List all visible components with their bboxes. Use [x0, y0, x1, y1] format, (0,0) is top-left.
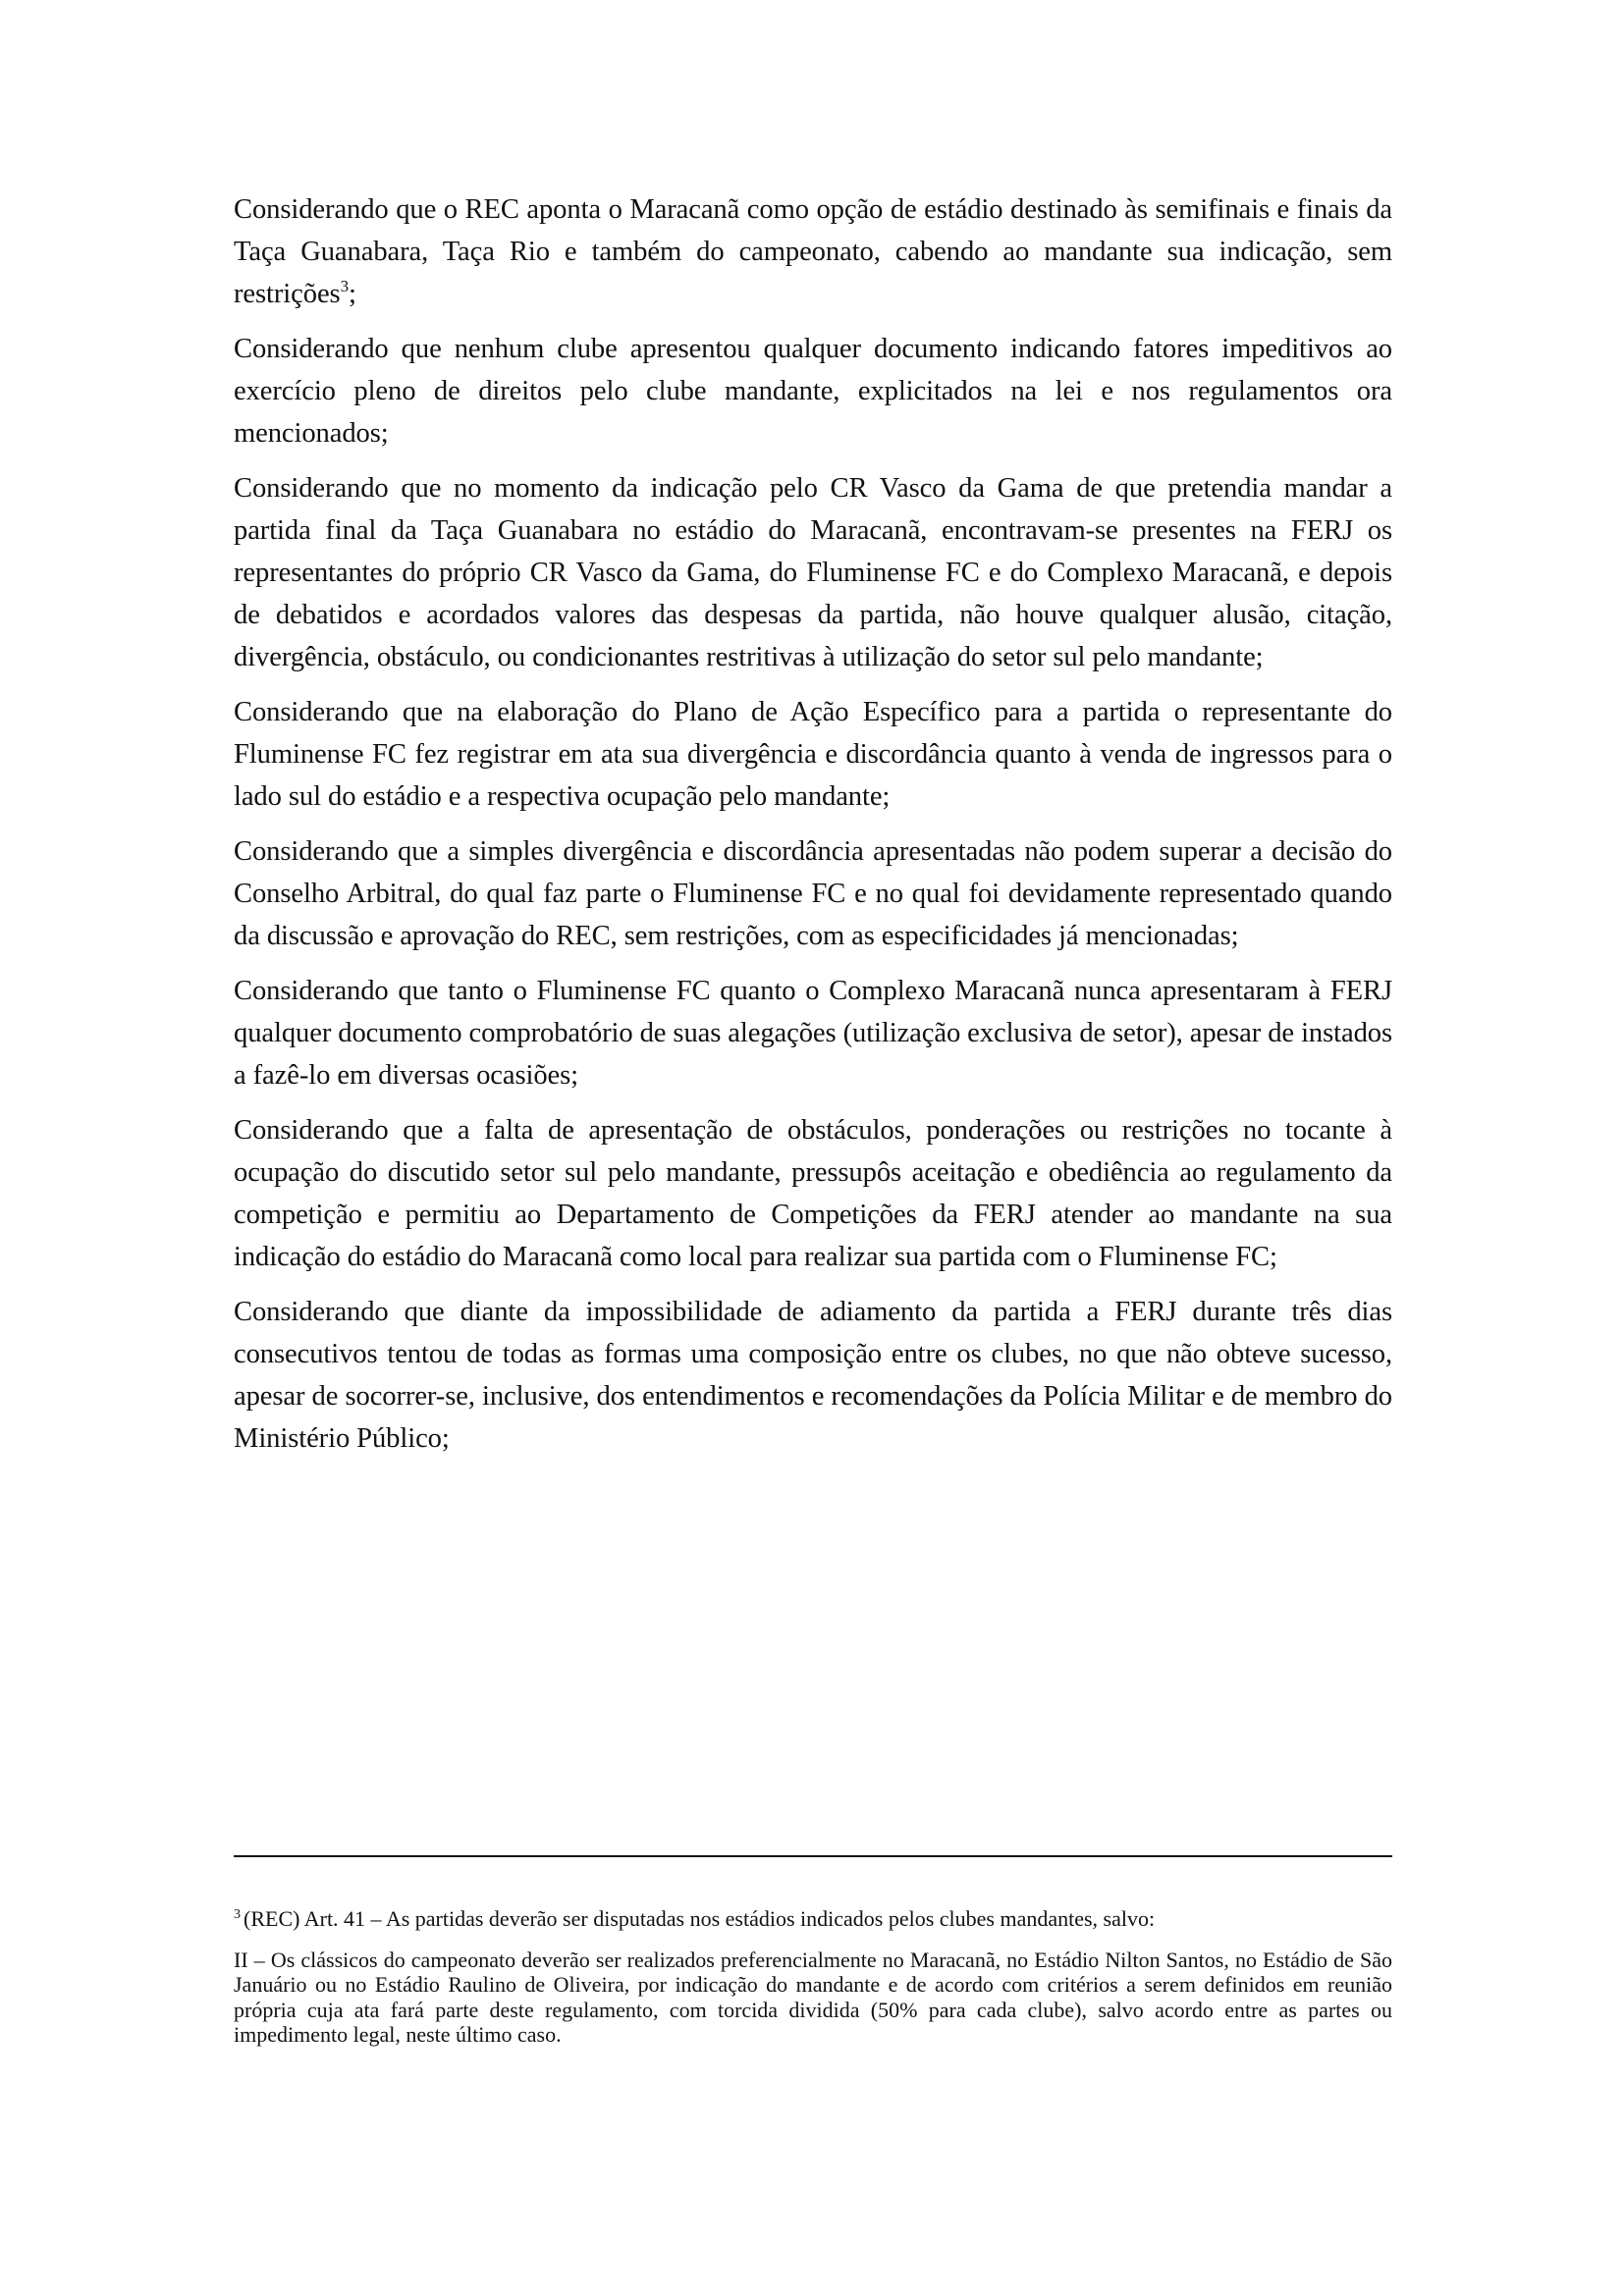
paragraph-lack-of-obstacles: Considerando que a falta de apresentação de obstáculos, ponderações ou restrições no tocante à ocupação do discutido setor sul pelo mandante, pressupôs aceitação e obediência ao regulamento da competição e permitiu ao Departamento de Competições da FERJ atender ao mandante na sua indicação do estádio do Maracanã como local para realizar sua partida com o Fluminense FC; — [234, 1115, 1392, 1272]
footnote-number: 3 — [234, 1907, 241, 1922]
paragraph-no-proof: Considerando que tanto o Fluminense FC quanto o Complexo Maracanã nunca apresentaram à FERJ qualquer documento comprobatório de suas alegações (utilização exclusiva de setor), apesar de instados a fazê-lo em diversas ocasiões; — [234, 976, 1392, 1091]
footnote-3 — [234, 1906, 1392, 1932]
paragraph-arbitral-council: Considerando que a simples divergência e discordância apresentadas não podem superar a decisão do Conselho Arbitral, do qual faz parte o Fluminense FC e no qual foi devidamente representado quando da discussão e aprovação do REC, sem restrições, com as especificidades já mencionadas; — [234, 836, 1392, 951]
footnote-text: (REC) Art. 41 – As partidas deverão ser disputadas nos estádios indicados pelos clubes mandantes, salvo: — [244, 1906, 1156, 1931]
paragraph-text: Considerando que o REC aponta o Maracanã como opção de estádio destinado às semifinais e finais da Taça Guanabara, Taça Rio e também do campeonato, cabendo ao mandante sua indicação, sem restrições — [234, 194, 1392, 309]
paragraph-no-documents: Considerando que nenhum clube apresentou qualquer documento indicando fatores impeditivos ao exercício pleno de direitos pelo clube mandante, explicitados na lei e nos regulamentos ora mencionados; — [234, 334, 1392, 449]
paragraph-action-plan: Considerando que na elaboração do Plano de Ação Específico para a partida o representante do Fluminense FC fez registrar em ata sua divergência e discordância quanto à venda de ingressos para o lado sul do estádio e a respectiva ocupação pelo mandante; — [234, 697, 1392, 812]
document-body — [234, 188, 1392, 1472]
paragraph-postponement: Considerando que diante da impossibilidade de adiamento da partida a FERJ durante três dias consecutivos tentou de todas as formas uma composição entre os clubes, no que não obteve sucesso, apesar de socorrer-se, inclusive, dos entendimentos e recomendações da Polícia Militar e de membro do Ministério Público; — [234, 1297, 1392, 1454]
footnote-3-item-ii: II – Os clássicos do campeonato deverão ser realizados preferencialmente no Maracanã, no Estádio Nilton Santos, no Estádio de São Januário ou no Estádio Raulino de Oliveira, por indicação do mandante e de acordo com critérios a serem definidos em reunião própria cuja ata fará parte deste regulamento, com torcida dividida (50% para cada clube), salvo acordo entre as partes ou impedimento legal, neste último caso. — [234, 1947, 1392, 2047]
footnote-separator — [234, 1855, 1392, 1857]
footnote-reference[interactable]: 3 — [340, 277, 349, 295]
paragraph-vasco-indication: Considerando que no momento da indicação pelo CR Vasco da Gama de que pretendia mandar a partida final da Taça Guanabara no estádio do Maracanã, encontravam-se presentes na FERJ os representantes do próprio CR Vasco da Gama, do Fluminense FC e do Complexo Maracanã, e depois de debatidos e acordados valores das despesas da partida, não houve qualquer alusão, citação, divergência, obstáculo, ou condicionantes restritivas à utilização do setor sul pelo mandante; — [234, 473, 1392, 672]
paragraph-tail: ; — [348, 279, 356, 309]
footnotes — [234, 1906, 1392, 2063]
paragraph-rec-maracana — [234, 188, 1392, 315]
